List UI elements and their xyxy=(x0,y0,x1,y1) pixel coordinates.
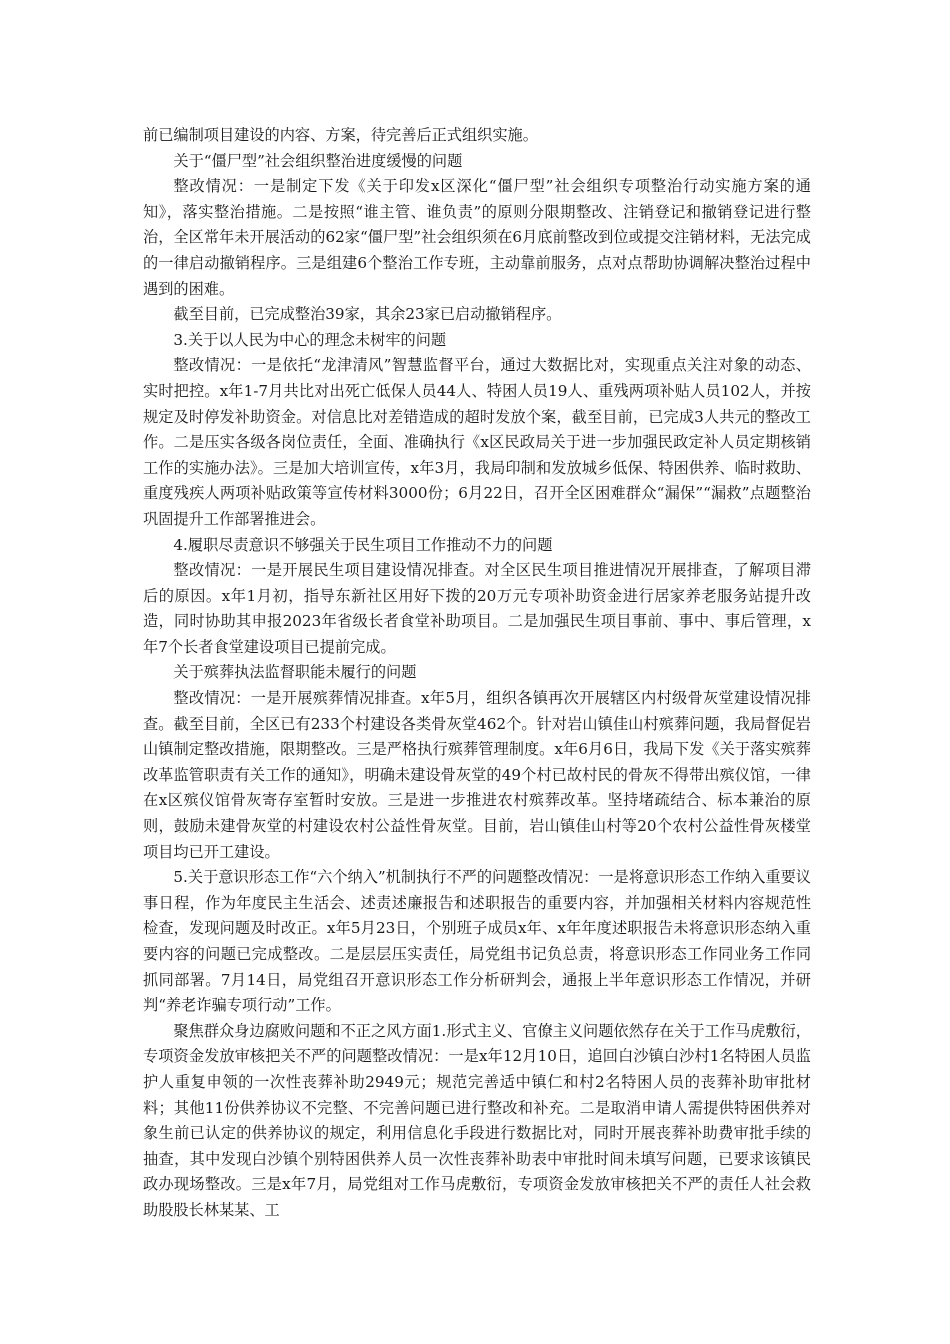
paragraph-corruption-issues: 聚焦群众身边腐败问题和不正之风方面1.形式主义、官僚主义问题依然存在关于工作马虎敷衍，专项资金发放审核把关不严的问题整改情况：一是x年12月10日，追回白沙镇白沙村1名特困人员监护人重复申领的一次性丧葬补助2949元；规范完善适中镇仁和村2名特困人员的丧葬补助审批材料；其他11份供养协议不完整、不完善问题已进行整改和补充。二是取消申请人需提供特困供养对象生前已认定的供养协议的规定，利用信息化手段进行数据比对，同时开展丧葬补助费审批手续的抽查，其中发现白沙镇个别特困供养人员一次性丧葬补助表中审批时间未填写问题，已要求该镇民政办现场整改。三是x年7月，局党组对工作马虎敷衍，专项资金发放审核把关不严的责任人社会救助股股长林某某、工 xyxy=(143,1021,811,1219)
heading-people-centered: 3.关于以人民为中心的理念未树牢的问题 xyxy=(173,330,447,349)
paragraph-people-centered-rectification: 整改情况：一是依托“龙津清风”智慧监督平台，通过大数据比对，实现重点关注对象的动态、实时把控。x年1-7月共比对出死亡低保人员44人、特困人员19人、重残两项补贴人员102人，并按规定及时停发补助资金。对信息比对差错造成的超时发放个案，截至目前，已完成3人共元的整改工作。二是压实各级各岗位责任，全面、准确执行《x区民政局关于进一步加强民政定补人员定期核销工作的实施办法》。三是加大培训宣传，x年3月，我局印制和发放城乡低保、特困供养、临时救助、重度残疾人两项补贴政策等宣传材料3000份；6月22日，召开全区困难群众“漏保”“漏救”点题整治巩固提升工作部署推进会。 xyxy=(143,356,811,528)
document-body xyxy=(143,123,811,1224)
paragraph-zombie-rectification: 整改情况：一是制定下发《关于印发x区深化“僵尸型”社会组织专项整治行动实施方案的通知》，落实整治措施。二是按照“谁主管、谁负责”的原则分限期整改、注销登记和撤销登记进行整治，全区常年未开展活动的62家“僵尸型”社会组织须在6月底前整改到位或提交注销材料，无法完成的一律启动撤销程序。三是组建6个整治工作专班，主动靠前服务，点对点帮助协调解决整治过程中遇到的困难。 xyxy=(143,177,811,298)
heading-livelihood-projects: 4.履职尽责意识不够强关于民生项目工作推动不力的问题 xyxy=(173,535,553,554)
paragraph-livelihood-rectification: 整改情况：一是开展民生项目建设情况排查。对全区民生项目推进情况开展排查，了解项目滞后的原因。x年1月初，指导东新社区用好下拨的20万元专项补助资金进行居家养老服务站提升改造，同时协助其申报2023年省级长者食堂补助项目。二是加强民生项目事前、事中、事后管理，x年7个长者食堂建设项目已提前完成。 xyxy=(143,561,811,656)
paragraph-continuation: 前已编制项目建设的内容、方案，待完善后正式组织实施。 xyxy=(143,126,538,144)
paragraph-ideology-work: 5.关于意识形态工作“六个纳入”机制执行不严的问题整改情况：一是将意识形态工作纳入重要议事日程，作为年度民主生活会、述责述廉报告和述职报告的重要内容，并加强相关材料内容规范性检查，发现问题及时改正。x年5月23日，个别班子成员x年、x年年度述职报告未将意识形态纳入重要内容的问题已完成整改。二是层层压实责任，局党组书记负总责，将意识形态工作同业务工作同抓同部署。7月14日，局党组召开意识形态工作分析研判会，通报上半年意识形态工作情况，并研判“养老诈骗专项行动”工作。 xyxy=(143,868,811,1015)
paragraph-zombie-progress: 截至目前，已完成整治39家，其余23家已启动撤销程序。 xyxy=(173,305,562,324)
paragraph-funeral-rectification: 整改情况：一是开展殡葬情况排查。x年5月，组织各镇再次开展辖区内村级骨灰堂建设情况排查。截至目前，全区已有233个村建设各类骨灰堂462个。针对岩山镇佳山村殡葬问题，我局督促岩山镇制定整改措施，限期整改。三是严格执行殡葬管理制度。x年6月6日，我局下发《关于落实殡葬改革监管职责有关工作的通知》，明确未建设骨灰堂的49个村已故村民的骨灰不得带出殡仪馆，一律在x区殡仪馆骨灰寄存室暂时安放。三是进一步推进农村殡葬改革。坚持堵疏结合、标本兼治的原则，鼓励未建骨灰堂的村建设农村公益性骨灰堂。目前，岩山镇佳山村等20个农村公益性骨灰楼堂项目均已开工建设。 xyxy=(143,689,811,861)
heading-funeral-supervision: 关于殡葬执法监督职能未履行的问题 xyxy=(173,663,417,682)
heading-zombie-organizations: 关于“僵尸型”社会组织整治进度缓慢的问题 xyxy=(173,151,463,170)
